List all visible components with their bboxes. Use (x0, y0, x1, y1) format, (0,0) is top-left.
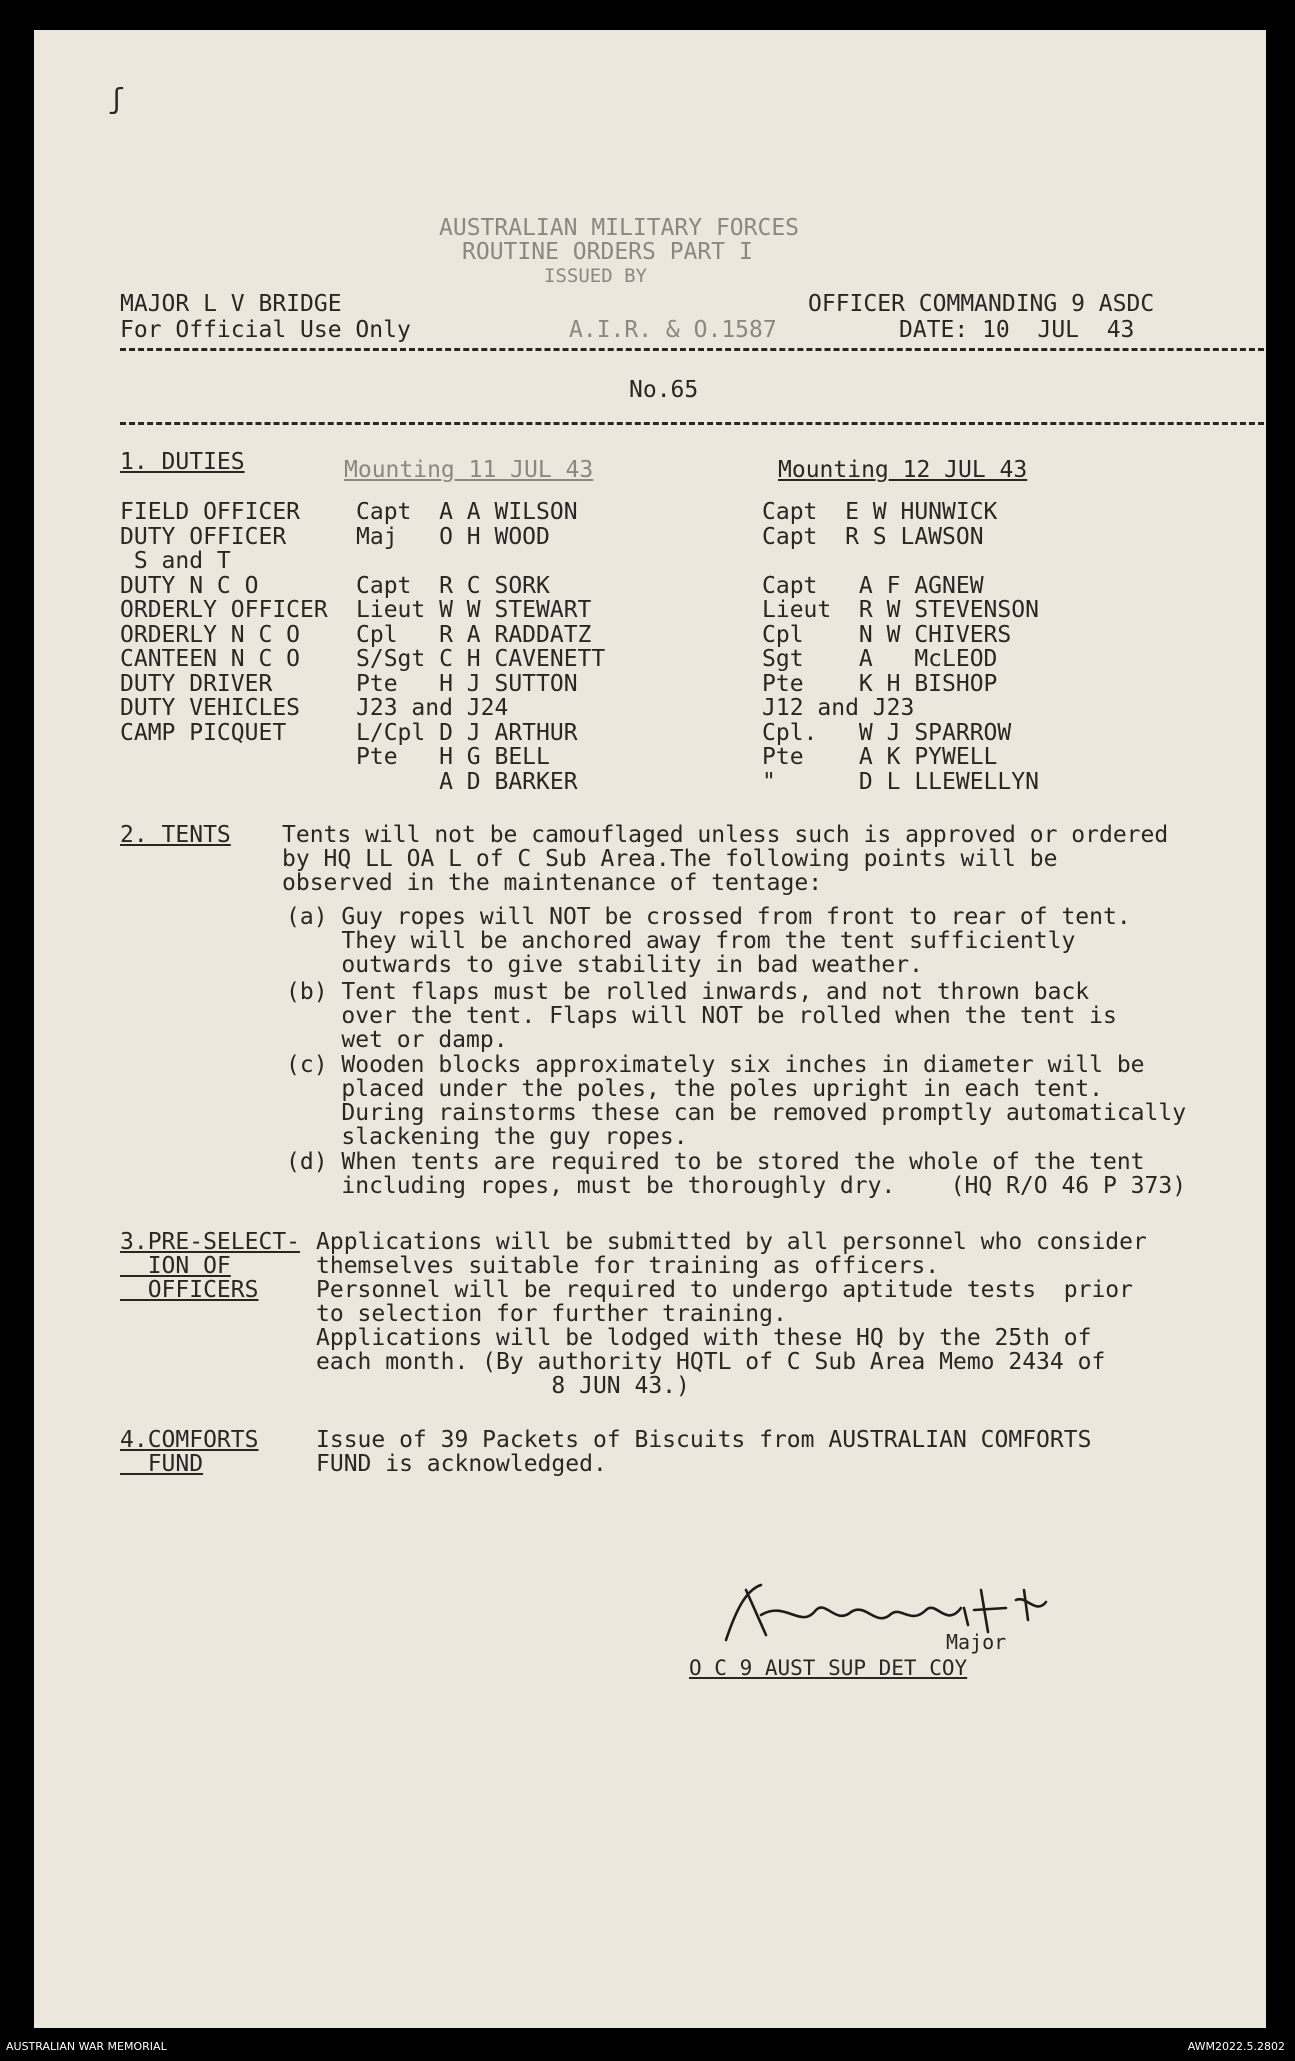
duty-role: FIELD OFFICER (120, 499, 301, 525)
preselect-body: Applications will be submitted by all personnel who consider themselves suitable for training as officers. Personnel will be required to undergo aptitude tests prior to selection for further training. Applications will be lodged with these HQ by the 25th of each month. (By authority HQTL of C Sub Area Memo 2434 of 8 JUN 43.) (316, 1229, 1147, 1399)
duty-mounting-12: Cpl N W CHIVERS (762, 621, 1012, 648)
header-line2: ROUTINE ORDERS PART I (462, 239, 753, 265)
duty-mounting-12: Pte K H BISHOP (762, 670, 998, 697)
duty-role: DUTY N C O (120, 572, 259, 599)
duty-mounting-12: Capt E W HUNWICK (762, 499, 998, 525)
duty-role: DUTY VEHICLES (120, 695, 301, 721)
header-rule (120, 348, 1264, 351)
duties-col2-heading: Mounting 12 JUL 43 (778, 457, 1028, 483)
duties-col1-heading: Mounting 11 JUL 43 (344, 457, 594, 483)
document-page (34, 30, 1266, 2028)
duty-mounting-11: A D BARKER (356, 768, 578, 795)
duty-role: CAMP PICQUET (120, 719, 287, 746)
preselect-heading: 3.PRE-SELECT- ION OF OFFICERS (120, 1229, 301, 1303)
signature-unit: O C 9 AUST SUP DET COY (689, 1656, 968, 1680)
duty-mounting-12: Capt R S LAWSON (762, 523, 984, 550)
duty-role: ORDERLY OFFICER (120, 597, 328, 623)
handwritten-signature (706, 1570, 1066, 1660)
comforts-heading: 4.COMFORTS FUND (120, 1427, 259, 1477)
duty-mounting-11: S/Sgt C H CAVENETT (356, 646, 606, 672)
duty-role: CANTEEN N C O (120, 646, 301, 672)
header-serial: A.I.R. & O.1587 (569, 317, 777, 343)
header-line3: ISSUED BY (544, 265, 647, 287)
duty-mounting-11: J23 and J24 (356, 695, 509, 721)
duty-mounting-12: Lieut R W STEVENSON (762, 597, 1039, 623)
header-official-use: For Official Use Only (120, 317, 411, 343)
header-major: MAJOR L V BRIDGE (120, 291, 342, 317)
duty-role: DUTY DRIVER (120, 670, 273, 697)
order-number: No.65 (629, 377, 699, 403)
duty-mounting-11: L/Cpl D J ARTHUR (356, 719, 578, 746)
header-line1: AUSTRALIAN MILITARY FORCES (439, 215, 800, 241)
duty-mounting-12: J12 and J23 (762, 695, 915, 721)
duty-mounting-11: Pte H G BELL (356, 744, 550, 770)
tents-heading: 2. TENTS (120, 822, 231, 848)
duty-mounting-11: Cpl R A RADDATZ (356, 621, 592, 648)
comforts-body: Issue of 39 Packets of Biscuits from AUSTRALIAN COMFORTS FUND is acknowledged. (316, 1427, 1092, 1477)
footer-source: AUSTRALIAN WAR MEMORIAL (6, 2040, 167, 2053)
duty-mounting-12: " D L LLEWELLYN (762, 768, 1039, 795)
footer-reference: AWM2022.5.2802 (1187, 2040, 1285, 2053)
tents-item-a: (a) Guy ropes will NOT be crossed from front to rear of tent. They will be anchored away from the tent sufficiently outwards to give stability in bad weather. (286, 904, 1131, 978)
duty-mounting-11: Capt R C SORK (356, 572, 550, 599)
header-date: DATE: 10 JUL 43 (899, 317, 1135, 343)
tents-item-d: (d) When tents are required to be stored the whole of the tent including ropes, must be thoroughly dry. (HQ R/O 46 P 373) (286, 1149, 1187, 1199)
duty-mounting-11: Pte H J SUTTON (356, 670, 578, 697)
duty-mounting-12: Sgt A McLEOD (762, 646, 998, 672)
tents-item-b: (b) Tent flaps must be rolled inwards, and not thrown back over the tent. Flaps will NOT be rolled when the tent is wet or damp. (286, 979, 1117, 1053)
margin-mark: ʃ (108, 82, 125, 115)
number-rule (120, 422, 1264, 425)
duty-mounting-12: Cpl. W J SPARROW (762, 719, 1012, 746)
duty-mounting-12: Capt A F AGNEW (762, 572, 984, 599)
duty-role: ORDERLY N C O (120, 621, 301, 648)
header-officer: OFFICER COMMANDING 9 ASDC (808, 291, 1155, 317)
duty-mounting-11: Capt A A WILSON (356, 499, 578, 525)
tents-intro: Tents will not be camouflaged unless such is approved or ordered by HQ LL OA L of C Sub Area.The following points will be observed in the maintenance of tentage: (282, 822, 1169, 896)
duty-role: S and T (120, 548, 231, 574)
duty-mounting-12: Pte A K PYWELL (762, 744, 998, 770)
duty-mounting-11: Maj O H WOOD (356, 523, 550, 550)
tents-item-c: (c) Wooden blocks approximately six inches in diameter will be placed under the poles, the poles upright in each tent. During rainstorms these can be removed promptly automatically slackening the guy ropes. (286, 1052, 1187, 1150)
duty-role: DUTY OFFICER (120, 523, 287, 550)
signature-rank: Major (946, 1630, 1007, 1654)
duties-heading: 1. DUTIES (120, 449, 245, 475)
duty-mounting-11: Lieut W W STEWART (356, 597, 592, 623)
